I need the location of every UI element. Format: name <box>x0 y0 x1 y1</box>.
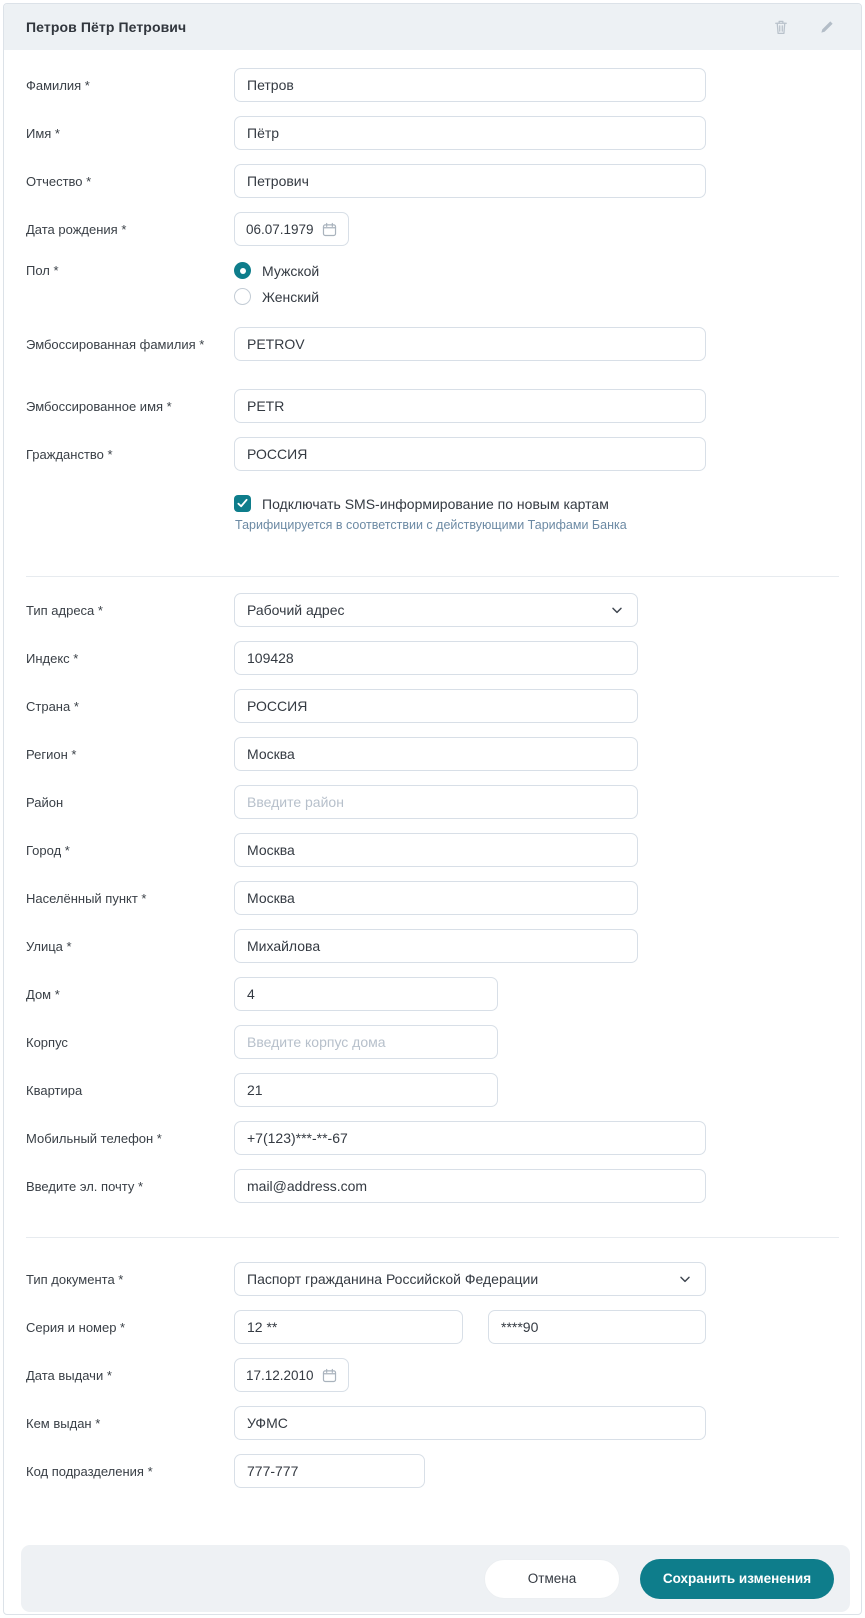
district-label: Район <box>26 794 64 810</box>
field-row-citizenship <box>26 437 839 471</box>
field-row-district <box>26 785 839 819</box>
city-input[interactable] <box>234 833 638 867</box>
birthdate-input[interactable] <box>234 212 349 246</box>
chevron-down-icon <box>609 602 625 618</box>
citizenship-label: Гражданство * <box>26 446 113 462</box>
sms-checkbox-block <box>234 495 839 532</box>
edit-pencil-icon[interactable] <box>817 17 837 37</box>
calendar-icon <box>321 1367 338 1384</box>
issue-date-label: Дата выдачи * <box>26 1367 112 1383</box>
building-label: Корпус <box>26 1034 68 1050</box>
house-input[interactable] <box>234 977 498 1011</box>
sms-checkbox-row[interactable] <box>234 495 839 512</box>
embossed-lastname-label: Эмбоссированная фамилия * <box>26 336 205 352</box>
address-type-value: Рабочий адрес <box>247 602 345 618</box>
field-row-issued-by <box>26 1406 839 1440</box>
section-divider-document <box>26 1237 839 1238</box>
field-row-region <box>26 737 839 771</box>
zip-input[interactable] <box>234 641 638 675</box>
apartment-label: Квартира <box>26 1082 83 1098</box>
gender-option-male[interactable] <box>234 262 319 279</box>
embossed-firstname-input[interactable] <box>234 389 706 423</box>
department-code-input[interactable] <box>234 1454 425 1488</box>
series-number-label: Серия и номер * <box>26 1319 126 1335</box>
birthdate-value: 06.07.1979 <box>246 221 314 237</box>
sms-checkbox-label: Подключать SMS-информирование по новым картам <box>262 495 609 512</box>
issued-by-input[interactable] <box>234 1406 706 1440</box>
gender-option-female[interactable] <box>234 288 319 305</box>
issue-date-value: 17.12.2010 <box>246 1367 314 1383</box>
field-row-country <box>26 689 839 723</box>
citizenship-input[interactable] <box>234 437 706 471</box>
document-type-label: Тип документа * <box>26 1271 124 1287</box>
address-type-select[interactable] <box>234 593 638 627</box>
section-divider-address <box>26 576 839 577</box>
settlement-input[interactable] <box>234 881 638 915</box>
header-actions <box>771 17 839 37</box>
country-input[interactable] <box>234 689 638 723</box>
street-input[interactable] <box>234 929 638 963</box>
zip-label: Индекс * <box>26 650 79 666</box>
field-row-middlename <box>26 164 839 198</box>
street-label: Улица * <box>26 938 72 954</box>
card-header <box>4 4 861 50</box>
middlename-input[interactable] <box>234 164 706 198</box>
field-row-issue-date <box>26 1358 839 1392</box>
document-series-input[interactable] <box>234 1310 463 1344</box>
department-code-label: Код подразделения * <box>26 1463 153 1479</box>
district-input[interactable] <box>234 785 638 819</box>
client-form <box>4 50 861 1488</box>
form-footer <box>21 1545 850 1612</box>
firstname-input[interactable] <box>234 116 706 150</box>
field-row-building <box>26 1025 839 1059</box>
document-type-select[interactable] <box>234 1262 706 1296</box>
city-label: Город * <box>26 842 70 858</box>
field-row-settlement <box>26 881 839 915</box>
field-row-embossed-lastname <box>26 327 839 361</box>
building-input[interactable] <box>234 1025 498 1059</box>
client-full-name: Петров Пётр Петрович <box>26 19 187 35</box>
region-label: Регион * <box>26 746 77 762</box>
field-row-embossed-firstname <box>26 389 839 423</box>
checkbox-checked-icon[interactable] <box>234 495 251 512</box>
gender-label: Пол * <box>26 263 59 278</box>
embossed-firstname-label: Эмбоссированное имя * <box>26 398 172 414</box>
field-row-street <box>26 929 839 963</box>
field-row-birthdate <box>26 212 839 246</box>
sms-tariff-note: Тарифицируется в соответствии с действующими Тарифами Банка <box>235 518 627 532</box>
lastname-input[interactable] <box>234 68 706 102</box>
settlement-label: Населённый пункт * <box>26 890 147 906</box>
gender-male-label: Мужской <box>262 262 320 279</box>
field-row-document-type <box>26 1262 839 1296</box>
apartment-input[interactable] <box>234 1073 498 1107</box>
birthdate-label: Дата рождения * <box>26 221 127 237</box>
field-row-lastname <box>26 68 839 102</box>
chevron-down-icon <box>677 1271 693 1287</box>
country-label: Страна * <box>26 698 79 714</box>
email-label: Введите эл. почту * <box>26 1178 144 1194</box>
embossed-lastname-input[interactable] <box>234 327 706 361</box>
field-row-department-code <box>26 1454 839 1488</box>
phone-label: Мобильный телефон * <box>26 1130 162 1146</box>
field-row-city <box>26 833 839 867</box>
address-type-label: Тип адреса * <box>26 602 103 618</box>
field-row-address-type <box>26 593 839 627</box>
field-row-firstname <box>26 116 839 150</box>
field-row-apartment <box>26 1073 839 1107</box>
issue-date-input[interactable] <box>234 1358 349 1392</box>
lastname-label: Фамилия * <box>26 77 90 93</box>
gender-radio-group <box>234 260 319 305</box>
calendar-icon <box>321 221 338 238</box>
document-type-value: Паспорт гражданина Российской Федерации <box>247 1271 539 1287</box>
middlename-label: Отчество * <box>26 173 92 189</box>
issued-by-label: Кем выдан * <box>26 1415 101 1431</box>
email-input[interactable] <box>234 1169 706 1203</box>
field-row-zip <box>26 641 839 675</box>
client-edit-card <box>3 3 862 1615</box>
field-row-email <box>26 1169 839 1203</box>
radio-female-icon[interactable] <box>234 288 251 305</box>
document-number-input[interactable] <box>488 1310 706 1344</box>
field-row-house <box>26 977 839 1011</box>
radio-male-icon[interactable] <box>234 262 251 279</box>
delete-icon[interactable] <box>771 17 791 37</box>
region-input[interactable] <box>234 737 638 771</box>
field-row-series-number <box>26 1310 839 1344</box>
firstname-label: Имя * <box>26 125 60 141</box>
cancel-button[interactable]: Отмена <box>484 1559 620 1599</box>
phone-input[interactable] <box>234 1121 706 1155</box>
field-row-phone <box>26 1121 839 1155</box>
gender-female-label: Женский <box>262 288 320 305</box>
field-row-gender <box>26 260 839 305</box>
house-label: Дом * <box>26 986 60 1002</box>
save-changes-button[interactable]: Сохранить изменения <box>640 1559 834 1599</box>
